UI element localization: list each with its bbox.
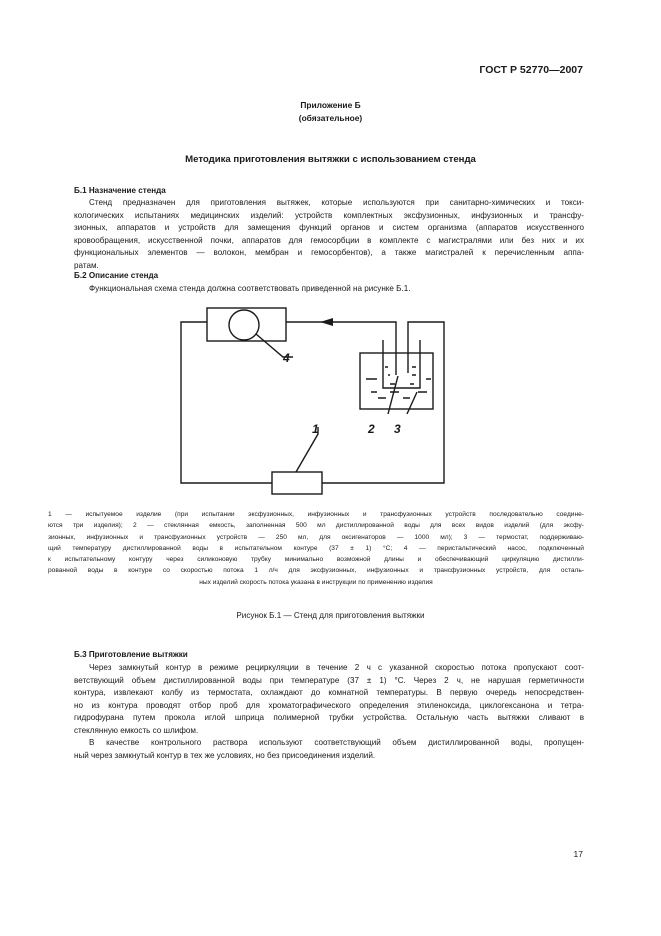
text-line: кологических испытаниях медицинских изделий: устройств комплектных эксфузионных, инфузионных и трансфу- [74, 210, 584, 220]
label-4: 4 [283, 351, 290, 365]
text-line: Через замкнутый контур в режиме рециркуляции в течение 2 ч с указанной скоростью потока пропускают соот- [89, 663, 584, 672]
legend-line: к испытательному контуру через силиконовую трубку минимально возможной длины и обеспечивающий циркуляцию дистилли- [48, 556, 584, 564]
section-b3-text [74, 662, 584, 762]
peristaltic-pump [207, 308, 286, 341]
figure-caption: Рисунок Б.1 — Стенд для приготовления вытяжки [236, 611, 425, 620]
label-2: 2 [368, 422, 375, 436]
tested-device [272, 472, 322, 494]
legend-line: 1 — испытуемое изделие (при испытании эксфузионных, инфузионных и трансфузионных устройств последовательно соедине- [48, 511, 584, 518]
water-level-lines [366, 367, 431, 398]
legend-line: рованной воды в контуре со скоростью потока 1 л/ч для эксфузионных, инфузионных и трансфузионных устройств, для осталь- [48, 567, 584, 575]
text-line: ратам. [74, 260, 99, 270]
leader-3 [407, 392, 417, 414]
section-b3-heading: Б.3 Приготовление вытяжки [74, 650, 188, 659]
text-line: зионных, аппаратов и устройств для замещения функций органов и систем организма (аппаратов искусственного [74, 223, 584, 232]
legend-line: ются три изделия); 2 — стеклянная емкость, заполненная 500 мл дистиллированной воды для всех видов изделий (для эксфу- [48, 522, 584, 530]
text-line: гидрофурана путем прокола иглой шприца полимерной трубки устройства. Остальную часть вытяжки сливают в [74, 713, 584, 722]
appendix-status: (обязательное) [298, 113, 363, 123]
legend-line: ных изделий скорость потока указана в инструкции по применению изделия [199, 578, 433, 586]
text-line: кровообращения, искусственной почки, аппаратов для гемосорбции в комплекте с магистралями или без них и их [74, 235, 584, 245]
text-line: ный через замкнутый контур в тех же условиях, но без присоединения изделий. [74, 750, 376, 760]
circuit-top-left [181, 322, 272, 483]
legend-line: щий температуру дистиллированной воды в испытательном контуре (37 ± 1) °С; 4 — перистальтический насос, подключенный [48, 544, 584, 552]
figure-legend [48, 509, 584, 588]
leader-2 [388, 376, 398, 414]
text-line: Стенд предназначен для приготовления вытяжек, которые используются при санитарно-химических и токси- [89, 198, 584, 207]
page-number: 17 [573, 849, 583, 859]
text-line: контура, извлекают колбу из термостата, охлаждают до комнатной температуры. В первую очередь непосредствен- [74, 688, 584, 697]
section-b2-heading: Б.2 Описание стенда [74, 271, 159, 280]
label-1: 1 [312, 422, 319, 436]
standard-number: ГОСТ Р 52770—2007 [479, 64, 583, 76]
glass-container [383, 340, 420, 388]
text-line: В качестве контрольного раствора используют соответствующий объем дистиллированной воды, пропущен- [89, 738, 584, 747]
pump-rotor [229, 310, 259, 340]
section-b1-heading: Б.1 Назначение стенда [74, 186, 166, 195]
document-title: Методика приготовления вытяжки с использованием стенда [185, 154, 476, 165]
text-line: функциональных элементов — волокон, мембран и гемосорбентов), а также магистралей к перечисленным аппа- [74, 248, 584, 257]
text-line: стеклянную емкость со шлифом. [74, 725, 199, 735]
appendix-title: Приложение Б [300, 100, 361, 110]
circuit-top-middle [286, 322, 396, 375]
text-line: Функциональная схема стенда должна соответствовать приведенной на рисунке Б.1. [89, 284, 411, 293]
label-3: 3 [394, 422, 401, 436]
flow-arrow [320, 318, 333, 326]
text-line: но из контура проводят отбор проб для хроматографического определения этиленоксида, циклогексанона и тетра- [74, 700, 584, 710]
text-line: ветствующий объем дистиллированной воды при температуре (37 ± 1) °С. Через 2 ч, не нарушая герметичности [74, 675, 584, 685]
legend-line: зионных, инфузионных и трансфузионных устройств — 250 мл, для оксигенаторов — 1000 мл); 3 — термостат, поддерживаю- [48, 533, 584, 541]
